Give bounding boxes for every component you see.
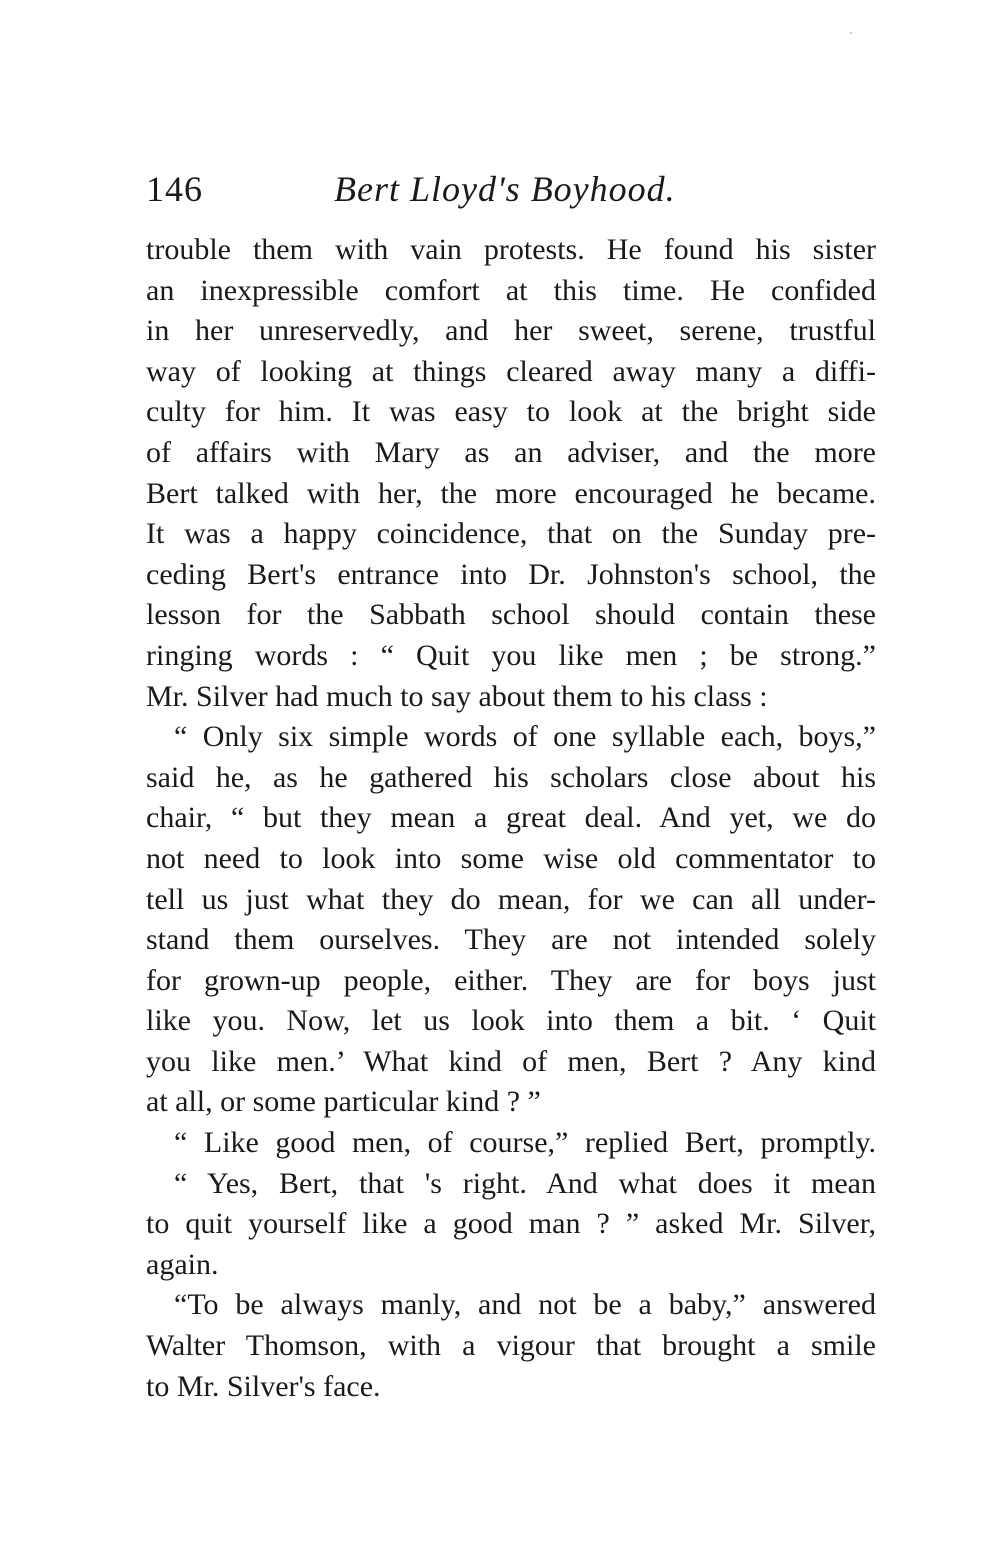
body-text [146,230,876,1407]
text-line: again. [146,1247,219,1281]
text-line: said he, as he gathered his scholars close about his [146,760,876,794]
page-number: 146 [146,169,203,209]
text-line: for grown-up people, either. They are for boys just [146,963,876,997]
paper-speck [850,32,852,34]
text-line: at all, or some particular kind ? ” [146,1085,541,1119]
text-line: stand them ourselves. They are not intended solely [146,923,876,957]
text-line: in her unreservedly, and her sweet, serene, trustful [146,314,876,348]
text-line: way of looking at things cleared away many a diffi- [146,354,876,388]
text-line: trouble them with vain protests. He found his sister [146,233,876,266]
text-line: you like men.’ What kind of men, Bert ? Any kind [146,1044,876,1078]
text-line: Walter Thomson, with a vigour that brought a smile [146,1329,876,1363]
text-line: tell us just what they do mean, for we can all under- [146,882,876,916]
text-line: of affairs with Mary as an adviser, and the more [146,435,876,469]
text-line: culty for him. It was easy to look at the bright side [146,395,876,429]
text-line: like you. Now, let us look into them a bit. ‘ Quit [146,1004,876,1038]
text-line: not need to look into some wise old commentator to [146,841,876,875]
text-line: ringing words : “ Quit you like men ; be strong.” [146,638,876,672]
text-line: to Mr. Silver's face. [146,1369,381,1403]
paragraph-first-line: “ Only six simple words of one syllable each, boys,” [174,720,876,754]
text-line: Mr. Silver had much to say about them to his class : [146,679,768,713]
paragraph-first-line: “ Yes, Bert, that 's right. And what does it mean [174,1166,876,1200]
text-line: Bert talked with her, the more encouraged he became. [146,476,876,510]
text-line: an inexpressible comfort at this time. He confided [146,273,876,307]
text-line: ceding Bert's entrance into Dr. Johnston's school, the [146,557,876,591]
text-line: chair, “ but they mean a great deal. And yet, we do [146,801,876,835]
text-line: to quit yourself like a good man ? ” asked Mr. Silver, [146,1207,876,1241]
paragraph-first-line: “ Like good men, of course,” replied Bert, promptly. [174,1126,876,1160]
text-line: It was a happy coincidence, that on the Sunday pre- [146,517,876,551]
running-title: Bert Lloyd's Boyhood. [334,169,676,209]
page-header [146,168,876,218]
paragraph-first-line: “To be always manly, and not be a baby,” answered [174,1288,876,1322]
text-line: lesson for the Sabbath school should contain these [146,598,876,632]
